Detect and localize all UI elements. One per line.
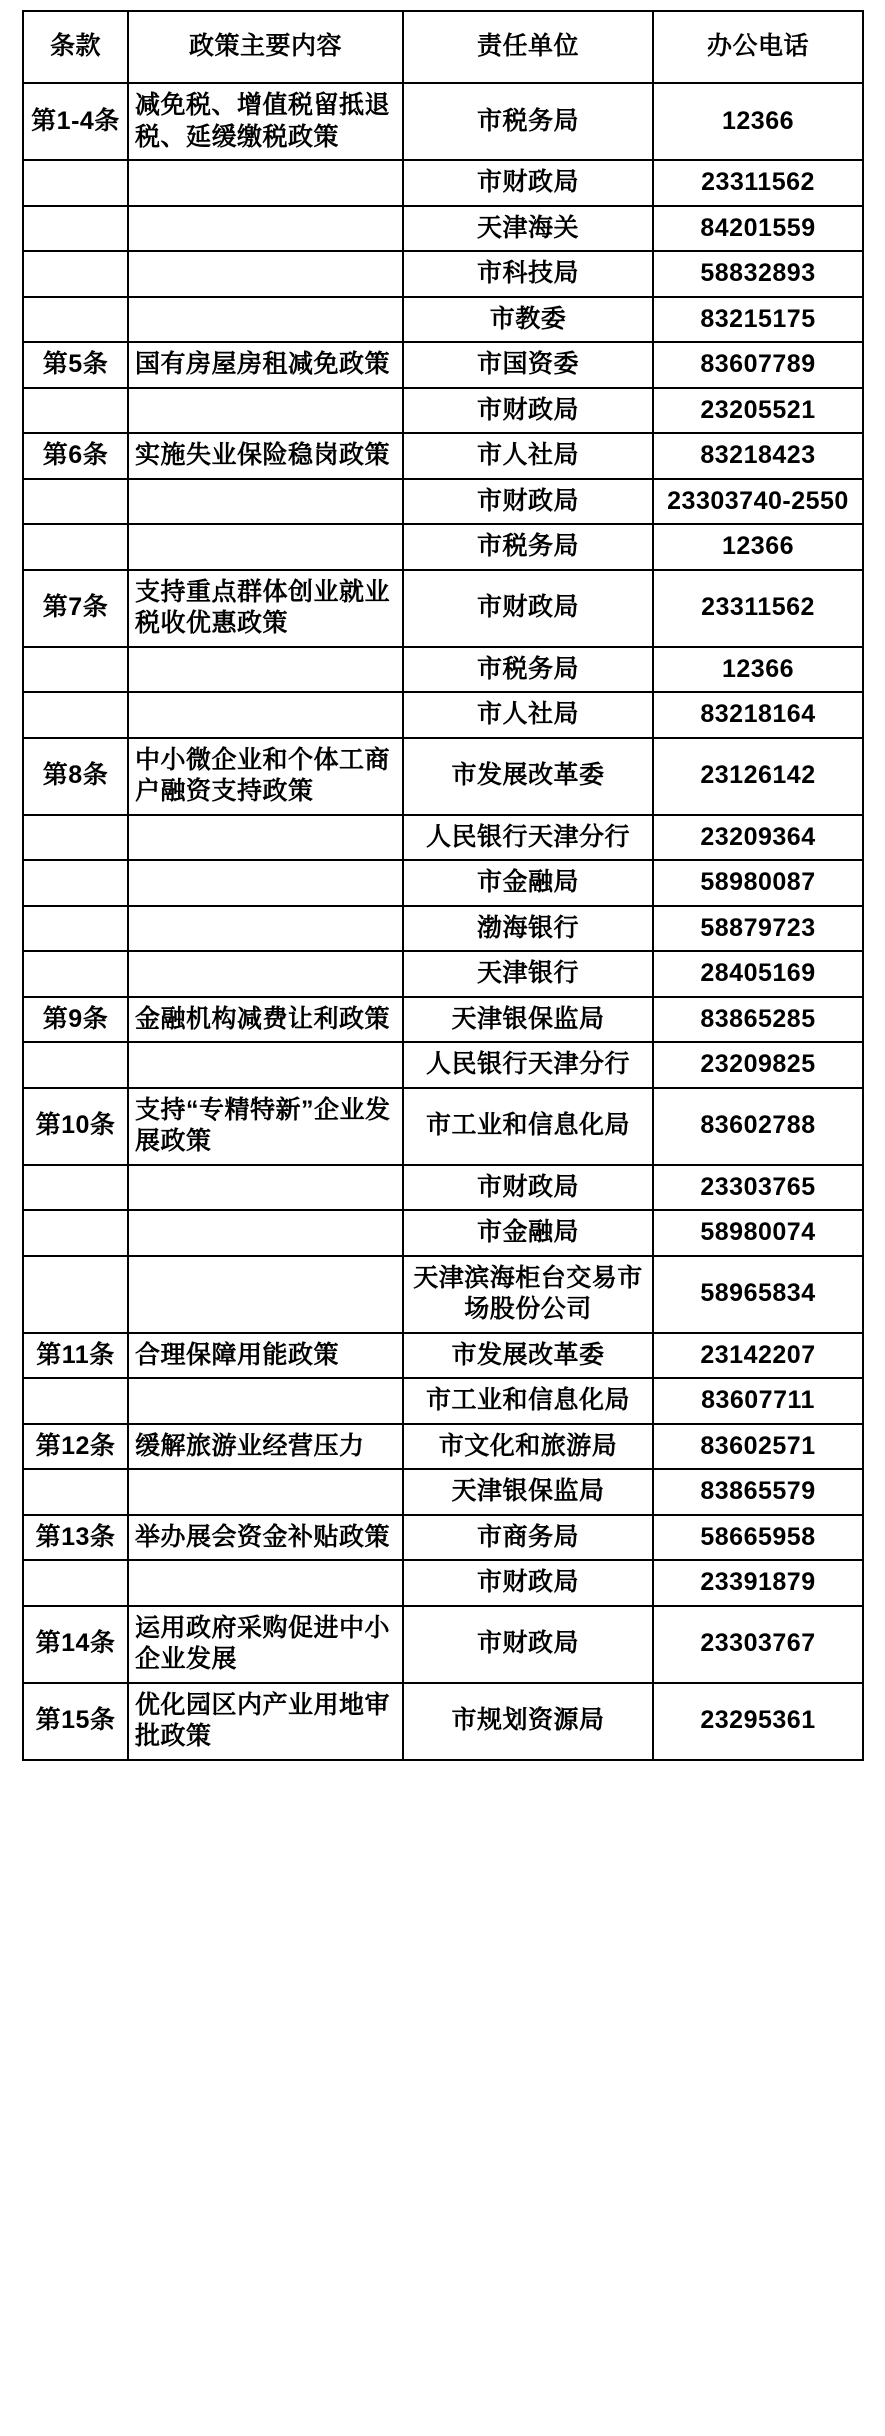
cell-responsible-unit: 市国资委 [403,342,653,388]
cell-clause-empty [23,951,128,997]
cell-responsible-unit: 天津海关 [403,206,653,252]
table-row [23,342,863,388]
cell-clause-empty [23,1042,128,1088]
cell-office-phone: 23142207 [653,1333,863,1379]
cell-clause: 第14条 [23,1606,128,1683]
cell-content-empty [128,1469,403,1515]
cell-clause-empty [23,388,128,434]
table-row [23,433,863,479]
cell-clause-empty [23,297,128,343]
cell-responsible-unit: 市财政局 [403,160,653,206]
table-row [23,524,863,570]
table-row [23,1378,863,1424]
cell-clause-empty [23,692,128,738]
cell-clause-empty [23,1560,128,1606]
cell-clause-empty [23,815,128,861]
cell-clause-empty [23,206,128,252]
cell-office-phone: 83607789 [653,342,863,388]
cell-clause: 第5条 [23,342,128,388]
cell-responsible-unit: 市财政局 [403,1560,653,1606]
cell-responsible-unit: 市财政局 [403,479,653,525]
cell-office-phone: 83218164 [653,692,863,738]
cell-responsible-unit: 天津银行 [403,951,653,997]
cell-content-empty [128,524,403,570]
table-row [23,1469,863,1515]
cell-content-empty [128,1256,403,1333]
table-row [23,1042,863,1088]
table-row [23,1683,863,1760]
cell-clause-empty [23,1469,128,1515]
cell-clause: 第9条 [23,997,128,1043]
cell-content-empty [128,647,403,693]
cell-responsible-unit: 天津滨海柜台交易市场股份公司 [403,1256,653,1333]
cell-office-phone: 23295361 [653,1683,863,1760]
cell-clause: 第1-4条 [23,83,128,160]
cell-office-phone: 23303765 [653,1165,863,1211]
cell-responsible-unit: 渤海银行 [403,906,653,952]
table-row [23,570,863,647]
cell-responsible-unit: 市人社局 [403,433,653,479]
table-row [23,738,863,815]
cell-office-phone: 23209825 [653,1042,863,1088]
cell-office-phone: 83607711 [653,1378,863,1424]
cell-clause-empty [23,1165,128,1211]
cell-office-phone: 58832893 [653,251,863,297]
cell-responsible-unit: 市规划资源局 [403,1683,653,1760]
cell-content-empty [128,388,403,434]
cell-content-empty [128,1042,403,1088]
cell-office-phone: 58980074 [653,1210,863,1256]
cell-clause: 第13条 [23,1515,128,1561]
cell-office-phone: 58980087 [653,860,863,906]
cell-responsible-unit: 市税务局 [403,524,653,570]
cell-office-phone: 23303740-2550 [653,479,863,525]
table-row [23,1333,863,1379]
cell-responsible-unit: 市工业和信息化局 [403,1378,653,1424]
table-row [23,1210,863,1256]
cell-office-phone: 23209364 [653,815,863,861]
cell-responsible-unit: 市财政局 [403,570,653,647]
cell-clause: 第10条 [23,1088,128,1165]
cell-clause-empty [23,906,128,952]
cell-responsible-unit: 市财政局 [403,1165,653,1211]
cell-clause: 第8条 [23,738,128,815]
cell-responsible-unit: 市商务局 [403,1515,653,1561]
cell-office-phone: 58965834 [653,1256,863,1333]
cell-office-phone: 83215175 [653,297,863,343]
cell-content-empty [128,1560,403,1606]
cell-clause-empty [23,1210,128,1256]
cell-clause-empty [23,647,128,693]
cell-content-empty [128,479,403,525]
cell-office-phone: 84201559 [653,206,863,252]
cell-clause-empty [23,1256,128,1333]
cell-responsible-unit: 市文化和旅游局 [403,1424,653,1470]
cell-responsible-unit: 人民银行天津分行 [403,1042,653,1088]
cell-content: 国有房屋房租减免政策 [128,342,403,388]
cell-responsible-unit: 天津银保监局 [403,1469,653,1515]
cell-responsible-unit: 市金融局 [403,860,653,906]
cell-content: 实施失业保险稳岗政策 [128,433,403,479]
column-header-content: 政策主要内容 [128,11,403,83]
cell-responsible-unit: 市金融局 [403,1210,653,1256]
cell-clause: 第15条 [23,1683,128,1760]
table-row [23,160,863,206]
cell-content-empty [128,692,403,738]
cell-clause-empty [23,524,128,570]
table-row [23,1606,863,1683]
cell-office-phone: 28405169 [653,951,863,997]
cell-office-phone: 23205521 [653,388,863,434]
cell-responsible-unit: 市税务局 [403,83,653,160]
cell-office-phone: 12366 [653,83,863,160]
cell-office-phone: 12366 [653,524,863,570]
cell-responsible-unit: 市发展改革委 [403,738,653,815]
table-row [23,1424,863,1470]
column-header-unit: 责任单位 [403,11,653,83]
column-header-phone: 办公电话 [653,11,863,83]
table-row [23,297,863,343]
table-row [23,83,863,160]
cell-responsible-unit: 市财政局 [403,1606,653,1683]
cell-responsible-unit: 市人社局 [403,692,653,738]
table-row [23,815,863,861]
cell-office-phone: 58665958 [653,1515,863,1561]
cell-content-empty [128,815,403,861]
table-row [23,1256,863,1333]
cell-office-phone: 23311562 [653,160,863,206]
cell-clause-empty [23,479,128,525]
cell-content: 优化园区内产业用地审批政策 [128,1683,403,1760]
cell-clause: 第12条 [23,1424,128,1470]
cell-office-phone: 23126142 [653,738,863,815]
cell-clause: 第7条 [23,570,128,647]
table-row [23,860,863,906]
table-row [23,997,863,1043]
cell-content-empty [128,297,403,343]
table-row [23,1560,863,1606]
cell-clause-empty [23,860,128,906]
cell-content: 缓解旅游业经营压力 [128,1424,403,1470]
cell-office-phone: 23303767 [653,1606,863,1683]
cell-content: 减免税、增值税留抵退税、延缓缴税政策 [128,83,403,160]
table-row [23,692,863,738]
policy-contact-table [22,10,864,1761]
cell-content-empty [128,1378,403,1424]
cell-responsible-unit: 市科技局 [403,251,653,297]
cell-content: 合理保障用能政策 [128,1333,403,1379]
cell-office-phone: 83865285 [653,997,863,1043]
table-row [23,1088,863,1165]
cell-content: 支持“专精特新”企业发展政策 [128,1088,403,1165]
cell-clause: 第6条 [23,433,128,479]
cell-clause-empty [23,1378,128,1424]
cell-office-phone: 83218423 [653,433,863,479]
cell-responsible-unit: 市税务局 [403,647,653,693]
cell-clause: 第11条 [23,1333,128,1379]
cell-content-empty [128,1165,403,1211]
cell-clause-empty [23,251,128,297]
table-row [23,1515,863,1561]
cell-content: 运用政府采购促进中小企业发展 [128,1606,403,1683]
cell-office-phone: 83865579 [653,1469,863,1515]
table-row [23,647,863,693]
cell-content-empty [128,206,403,252]
table-row [23,251,863,297]
table-row [23,951,863,997]
cell-office-phone: 23391879 [653,1560,863,1606]
table-header-row [23,11,863,83]
cell-office-phone: 12366 [653,647,863,693]
cell-office-phone: 23311562 [653,570,863,647]
column-header-clause: 条款 [23,11,128,83]
cell-content-empty [128,160,403,206]
table-row [23,388,863,434]
cell-content-empty [128,860,403,906]
table-row [23,206,863,252]
cell-content-empty [128,906,403,952]
cell-office-phone: 83602788 [653,1088,863,1165]
cell-responsible-unit: 市财政局 [403,388,653,434]
cell-responsible-unit: 人民银行天津分行 [403,815,653,861]
table-body [23,11,863,1760]
table-row [23,479,863,525]
cell-clause-empty [23,160,128,206]
cell-content: 金融机构减费让利政策 [128,997,403,1043]
cell-content: 支持重点群体创业就业税收优惠政策 [128,570,403,647]
table-row [23,906,863,952]
cell-responsible-unit: 天津银保监局 [403,997,653,1043]
cell-responsible-unit: 市教委 [403,297,653,343]
cell-content: 中小微企业和个体工商户融资支持政策 [128,738,403,815]
cell-content: 举办展会资金补贴政策 [128,1515,403,1561]
cell-responsible-unit: 市发展改革委 [403,1333,653,1379]
table-row [23,1165,863,1211]
cell-office-phone: 83602571 [653,1424,863,1470]
cell-office-phone: 58879723 [653,906,863,952]
cell-content-empty [128,951,403,997]
cell-content-empty [128,251,403,297]
cell-responsible-unit: 市工业和信息化局 [403,1088,653,1165]
cell-content-empty [128,1210,403,1256]
